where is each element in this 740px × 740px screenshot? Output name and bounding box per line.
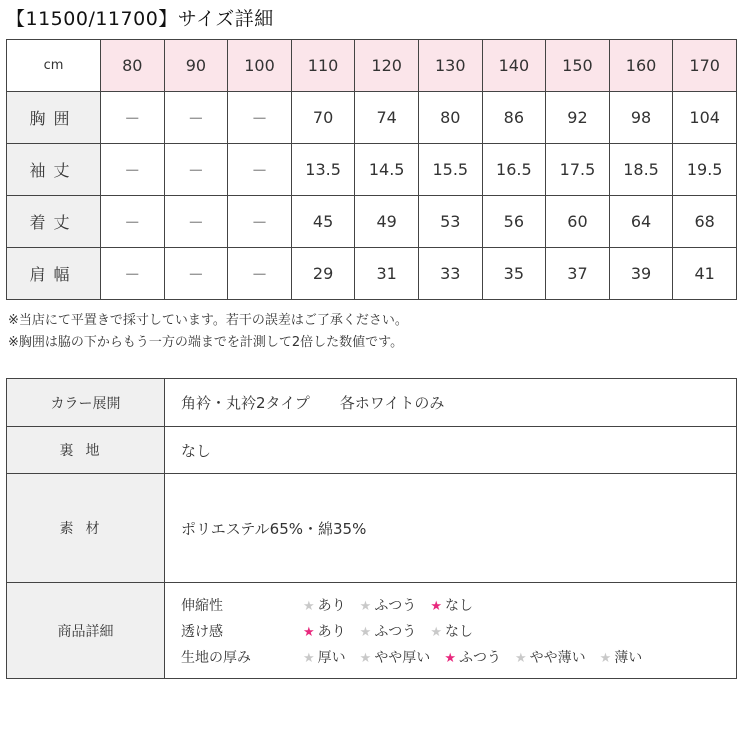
size-value-cell: 33 — [418, 248, 482, 300]
size-row-label: 胸囲 — [7, 92, 101, 144]
size-value-cell: 92 — [546, 92, 610, 144]
size-value-cell: 15.5 — [418, 144, 482, 196]
size-value-cell: － — [101, 248, 165, 300]
info-value-material: ポリエステル65%・綿35% — [165, 474, 737, 583]
star-icon: ★ — [430, 598, 442, 614]
size-row-label: 袖丈 — [7, 144, 101, 196]
details-list — [181, 592, 736, 670]
detail-option-label: あり — [317, 623, 346, 640]
detail-option-label: ふつう — [374, 597, 417, 614]
size-value-cell: － — [164, 144, 228, 196]
size-value-cell: 56 — [482, 196, 546, 248]
detail-row — [181, 592, 736, 618]
detail-name: 透け感 — [181, 623, 223, 640]
detail-option — [303, 595, 346, 615]
star-icon: ★ — [303, 598, 315, 614]
size-value-cell: － — [101, 196, 165, 248]
notes — [8, 310, 408, 354]
size-header-cell: 150 — [546, 40, 610, 92]
detail-option — [303, 647, 346, 667]
size-row-label: 着丈 — [7, 196, 101, 248]
star-icon: ★ — [359, 598, 372, 614]
size-header-cell: 170 — [673, 40, 737, 92]
size-value-cell: 13.5 — [291, 144, 355, 196]
size-value-cell: 53 — [418, 196, 482, 248]
size-value-cell: － — [228, 248, 292, 300]
info-value-details — [165, 583, 737, 679]
size-row — [7, 196, 737, 248]
size-header-cell: 160 — [609, 40, 673, 92]
star-icon: ★ — [359, 624, 372, 640]
info-label-material: 素材 — [7, 474, 165, 583]
size-header-cell: 130 — [418, 40, 482, 92]
detail-option-label: やや厚い — [374, 649, 431, 666]
detail-option — [360, 595, 417, 615]
size-header-row — [7, 40, 737, 92]
info-label-color: カラー展開 — [7, 379, 165, 427]
size-value-cell: 17.5 — [546, 144, 610, 196]
detail-option — [430, 621, 473, 641]
size-value-cell: － — [228, 196, 292, 248]
note-chest: ※胸囲は脇の下からもう一方の端までを計測して2倍した数値です。 — [8, 335, 404, 350]
size-row — [7, 92, 737, 144]
size-value-cell: 98 — [609, 92, 673, 144]
info-value-color: 角衿・丸衿2タイプ 各ホワイトのみ — [165, 379, 737, 427]
size-value-cell: － — [101, 144, 165, 196]
page-title: 【11500/11700】サイズ詳細 — [6, 8, 274, 30]
star-icon: ★ — [359, 650, 372, 666]
size-value-cell: － — [101, 92, 165, 144]
detail-option — [515, 647, 586, 667]
size-value-cell: 37 — [546, 248, 610, 300]
detail-option — [600, 647, 643, 667]
size-value-cell: 39 — [609, 248, 673, 300]
size-row — [7, 248, 737, 300]
size-value-cell: 14.5 — [355, 144, 419, 196]
size-header-cell: 120 — [355, 40, 419, 92]
size-value-cell: － — [164, 92, 228, 144]
size-header-cell: 110 — [291, 40, 355, 92]
size-value-cell: 19.5 — [673, 144, 737, 196]
detail-option — [360, 621, 417, 641]
detail-name: 生地の厚み — [181, 649, 251, 666]
star-icon: ★ — [303, 650, 315, 666]
detail-row — [181, 644, 736, 670]
detail-option-label: ふつう — [374, 623, 417, 640]
size-value-cell: 104 — [673, 92, 737, 144]
star-icon: ★ — [599, 650, 612, 666]
star-icon: ★ — [303, 624, 315, 640]
detail-option-label: なし — [444, 597, 473, 614]
size-value-cell: 74 — [355, 92, 419, 144]
size-value-cell: － — [228, 92, 292, 144]
size-value-cell: 35 — [482, 248, 546, 300]
size-value-cell: 80 — [418, 92, 482, 144]
detail-name: 伸縮性 — [181, 597, 223, 614]
size-value-cell: 18.5 — [609, 144, 673, 196]
detail-option — [444, 647, 501, 667]
size-value-cell: － — [164, 248, 228, 300]
detail-option-label: 薄い — [614, 649, 643, 666]
unit-label: cm — [7, 40, 101, 92]
detail-option — [360, 647, 431, 667]
size-value-cell: 31 — [355, 248, 419, 300]
star-icon: ★ — [514, 650, 527, 666]
info-row-details — [7, 583, 737, 679]
star-icon: ★ — [444, 650, 456, 666]
detail-option-label: やや薄い — [529, 649, 586, 666]
size-table — [6, 39, 737, 300]
size-row-label: 肩幅 — [7, 248, 101, 300]
detail-option-label: ふつう — [458, 649, 501, 666]
info-row-color — [7, 379, 737, 427]
size-value-cell: 45 — [291, 196, 355, 248]
size-header-cell: 140 — [482, 40, 546, 92]
detail-row — [181, 618, 736, 644]
size-value-cell: 70 — [291, 92, 355, 144]
size-value-cell: 60 — [546, 196, 610, 248]
detail-option — [303, 621, 346, 641]
star-icon: ★ — [430, 624, 442, 640]
size-header-cell: 90 — [164, 40, 228, 92]
size-value-cell: 68 — [673, 196, 737, 248]
detail-option — [430, 595, 473, 615]
size-value-cell: 49 — [355, 196, 419, 248]
size-row — [7, 144, 737, 196]
product-info-table — [6, 378, 737, 679]
size-header-cell: 80 — [101, 40, 165, 92]
detail-option-label: なし — [444, 623, 473, 640]
size-value-cell: 86 — [482, 92, 546, 144]
size-value-cell: 41 — [673, 248, 737, 300]
info-label-details: 商品詳細 — [7, 583, 165, 679]
detail-option-label: あり — [317, 597, 346, 614]
size-value-cell: － — [228, 144, 292, 196]
info-row-lining — [7, 427, 737, 474]
info-value-lining: なし — [165, 427, 737, 474]
size-header-cell: 100 — [228, 40, 292, 92]
info-row-material — [7, 474, 737, 583]
size-value-cell: 64 — [609, 196, 673, 248]
size-value-cell: 29 — [291, 248, 355, 300]
note-measure: ※当店にて平置きで採寸しています。若干の誤差はご了承ください。 — [8, 313, 408, 328]
size-value-cell: － — [164, 196, 228, 248]
size-value-cell: 16.5 — [482, 144, 546, 196]
detail-option-label: 厚い — [317, 649, 346, 666]
info-label-lining: 裏地 — [7, 427, 165, 474]
